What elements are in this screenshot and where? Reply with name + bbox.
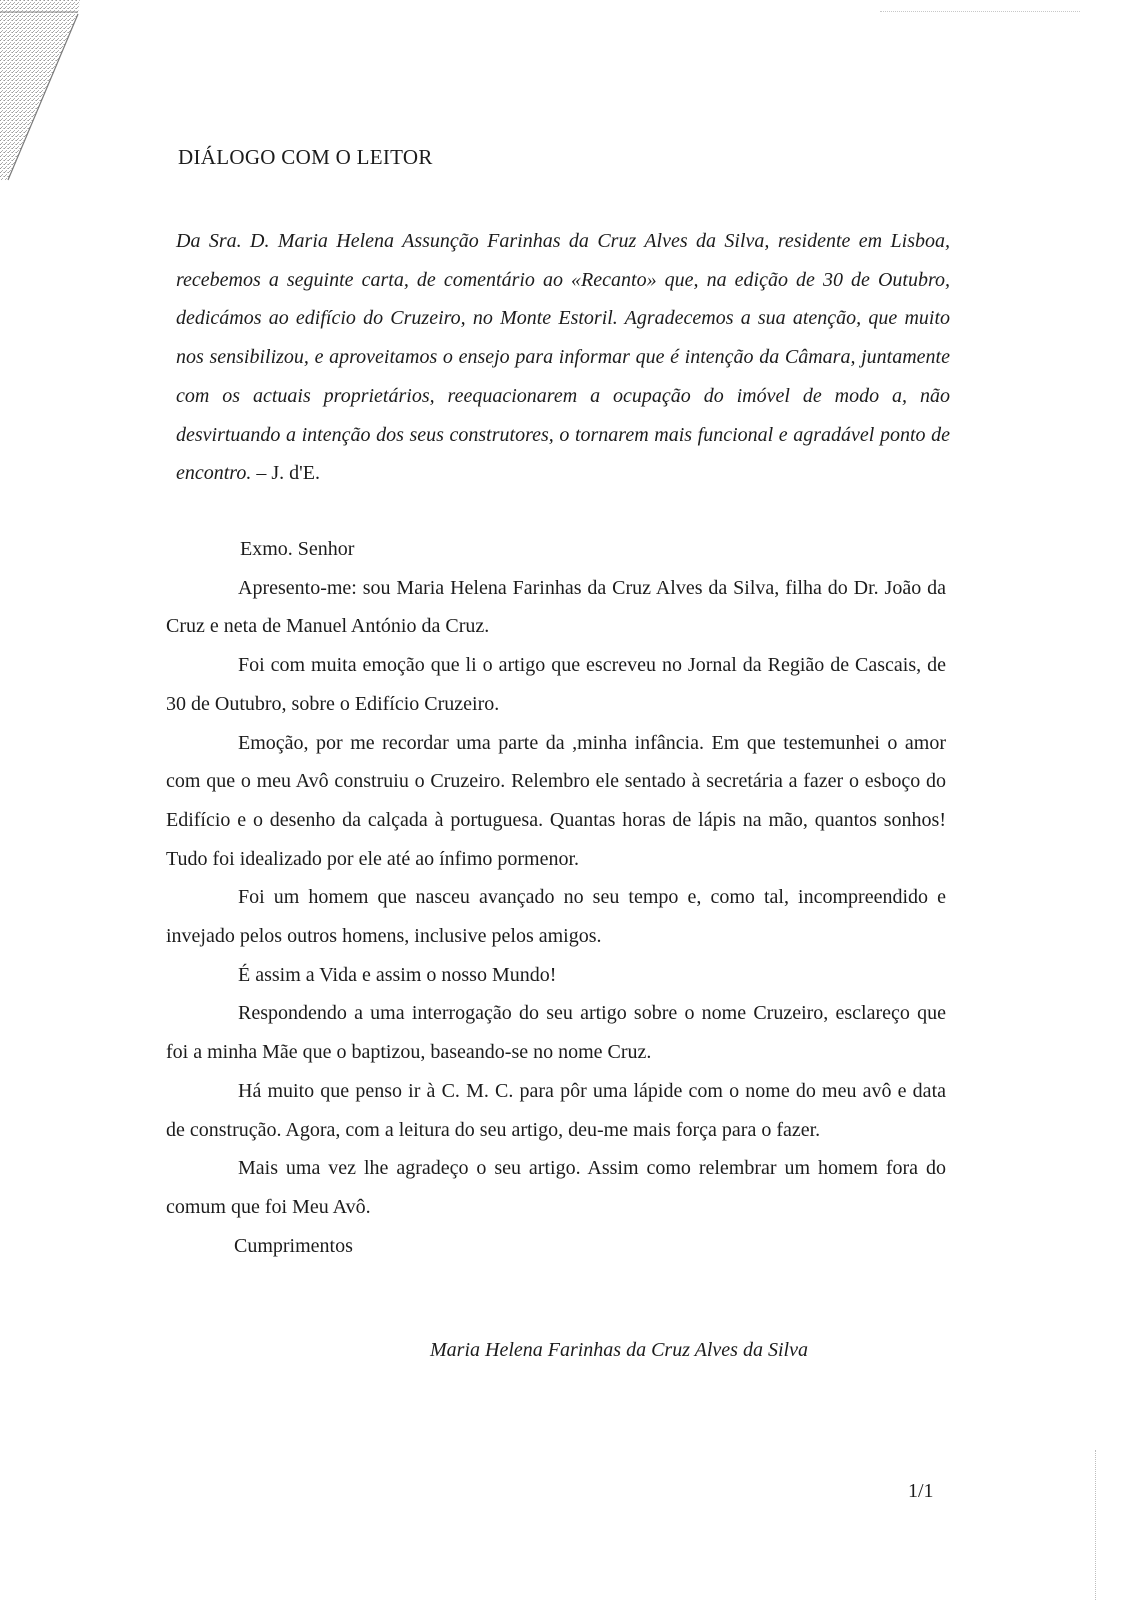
page-number: 1/1 xyxy=(908,1480,934,1502)
editor-note xyxy=(176,222,950,493)
letter-paragraph: Foi um homem que nasceu avançado no seu tempo e, como tal, incompreendido e invejado pelos outros homens, inclusive pelos amigos. xyxy=(166,886,946,948)
editor-note-text: Da Sra. D. Maria Helena Assunção Farinhas da Cruz Alves da Silva, residente em Lisboa, recebemos a seguinte carta, de comentário ao «Recanto» que, na edição de 30 de Outubro, dedicámos ao edifício do Cruzeiro, no Monte Estoril. Agradecemos a sua atenção, que muito nos sensibilizou, e aproveitamos o ensejo para informar que é intenção da Câmara, juntamente com os actuais proprietários, reequacionarem a ocupação do imóvel de modo a, não desvirtuando a intenção dos seus construtores, o tornarem mais funcional e agradável ponto de encontro. xyxy=(176,230,950,485)
scan-corner-fold xyxy=(0,0,90,190)
editor-signature: – J. d'E. xyxy=(256,462,320,485)
letter-paragraph: Foi com muita emoção que li o artigo que escreveu no Jornal da Região de Cascais, de 30 de Outubro, sobre o Edifício Cruzeiro. xyxy=(166,654,946,715)
letter-body xyxy=(166,530,946,1265)
letter-paragraph: Emoção, por me recordar uma parte da ,minha infância. Em que testemunhei o amor com que o meu Avô construiu o Cruzeiro. Relembro ele sentado à secretária a fazer o esboço do Edifício e o desenho da calçada à portuguesa. Quantas horas de lápis na mão, quantos sonhos! Tudo foi idealizado por ele até ao ínfimo pormenor. xyxy=(166,731,946,870)
letter-paragraph: Respondendo a uma interrogação do seu artigo sobre o nome Cruzeiro, esclareço que foi a minha Mãe que o baptizou, baseando-se no nome Cruz. xyxy=(166,1002,946,1064)
letter-paragraph: Apresento-me: sou Maria Helena Farinhas da Cruz Alves da Silva, filha do Dr. João da Cruz e neta de Manuel António da Cruz. xyxy=(166,576,946,638)
letter-paragraph: Mais uma vez lhe agradeço o seu artigo. Assim como relembrar um homem fora do comum que foi Meu Avô. xyxy=(166,1157,946,1218)
letter-paragraph: Há muito que penso ir à C. M. C. para pôr uma lápide com o nome do meu avô e data de construção. Agora, com a leitura do seu artigo, deu-me mais força para o fazer. xyxy=(166,1079,946,1141)
letter-closing: Cumprimentos xyxy=(234,1234,353,1257)
letter-signature: Maria Helena Farinhas da Cruz Alves da Silva xyxy=(430,1339,808,1361)
scan-edge-right xyxy=(1095,1450,1096,1600)
letter-paragraph: É assim a Vida e assim o nosso Mundo! xyxy=(238,963,557,986)
letter-salutation: Exmo. Senhor xyxy=(240,538,355,560)
page-title: DIÁLOGO COM O LEITOR xyxy=(178,145,433,169)
scan-edge-top xyxy=(880,11,1080,12)
